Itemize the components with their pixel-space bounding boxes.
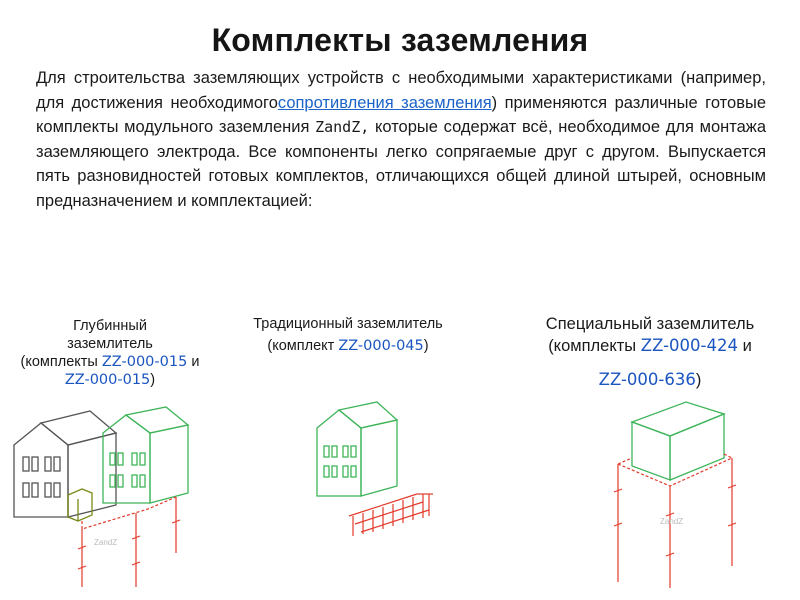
caption-prefix: (комплекты xyxy=(548,337,641,355)
caption-line xyxy=(0,371,220,389)
page-title: Комплекты заземления xyxy=(211,22,589,58)
caption-line xyxy=(510,369,790,391)
kit-code[interactable]: ZZ-000-045 xyxy=(338,338,424,354)
caption-line xyxy=(218,335,478,357)
special-grounding-illustration xyxy=(600,396,750,591)
caption-line: Глубинный xyxy=(73,318,147,334)
kit-code[interactable]: ZZ-000-015 xyxy=(101,354,188,370)
ground-rod-grid-icon xyxy=(349,494,433,536)
caption-prefix: (комплект xyxy=(267,338,339,354)
kit-code[interactable]: ZZ-000-636 xyxy=(598,370,696,389)
deep-grounding-illustration xyxy=(8,405,213,590)
traditional-grounding-caption xyxy=(218,313,478,357)
caption-line: Традиционный заземлитель xyxy=(253,316,443,332)
deep-grounding-caption xyxy=(0,317,220,389)
caption-joiner: и xyxy=(737,337,752,355)
caption-joiner: и xyxy=(187,354,200,370)
brand-name: ZandZ, xyxy=(315,118,370,136)
caption-line xyxy=(510,335,790,357)
traditional-grounding-illustration xyxy=(305,398,445,538)
caption-line: Специальный заземлитель xyxy=(545,315,755,333)
zandz-logo: ZandZ xyxy=(94,538,118,547)
zandz-logo: ZandZ xyxy=(660,517,684,526)
caption-suffix: ) xyxy=(150,372,156,388)
intro-paragraph xyxy=(36,66,766,213)
caption-line xyxy=(0,353,220,371)
caption-suffix: ) xyxy=(695,371,702,389)
paragraph-text-2: ) применяются различные готовые комплекты модульного заземления xyxy=(36,93,766,136)
kit-code[interactable]: ZZ-000-015 xyxy=(64,372,151,388)
resistance-link[interactable]: сопротивления заземления xyxy=(277,93,492,112)
caption-prefix: (комплекты xyxy=(20,354,102,370)
green-house-icon xyxy=(317,402,397,496)
gray-house-icon xyxy=(14,411,116,517)
kit-code[interactable]: ZZ-000-424 xyxy=(640,336,738,355)
caption-suffix: ) xyxy=(423,338,429,354)
special-grounding-caption xyxy=(510,314,790,391)
caption-line: заземлитель xyxy=(67,336,153,352)
paragraph-text-3: которые содержат всё, необходимое для монтажа заземляющего электрода. Все компоненты легко сопрягаемые друг с другом. Выпускается пять разновидностей готовых комплектов, отличающихся общей длиной штырей, основным предназначением и комплектацией: xyxy=(36,118,766,210)
paragraph-text-1: Для строительства заземляющих устройств с необходимыми характеристиками (например, для достижения необходимого xyxy=(36,69,766,112)
